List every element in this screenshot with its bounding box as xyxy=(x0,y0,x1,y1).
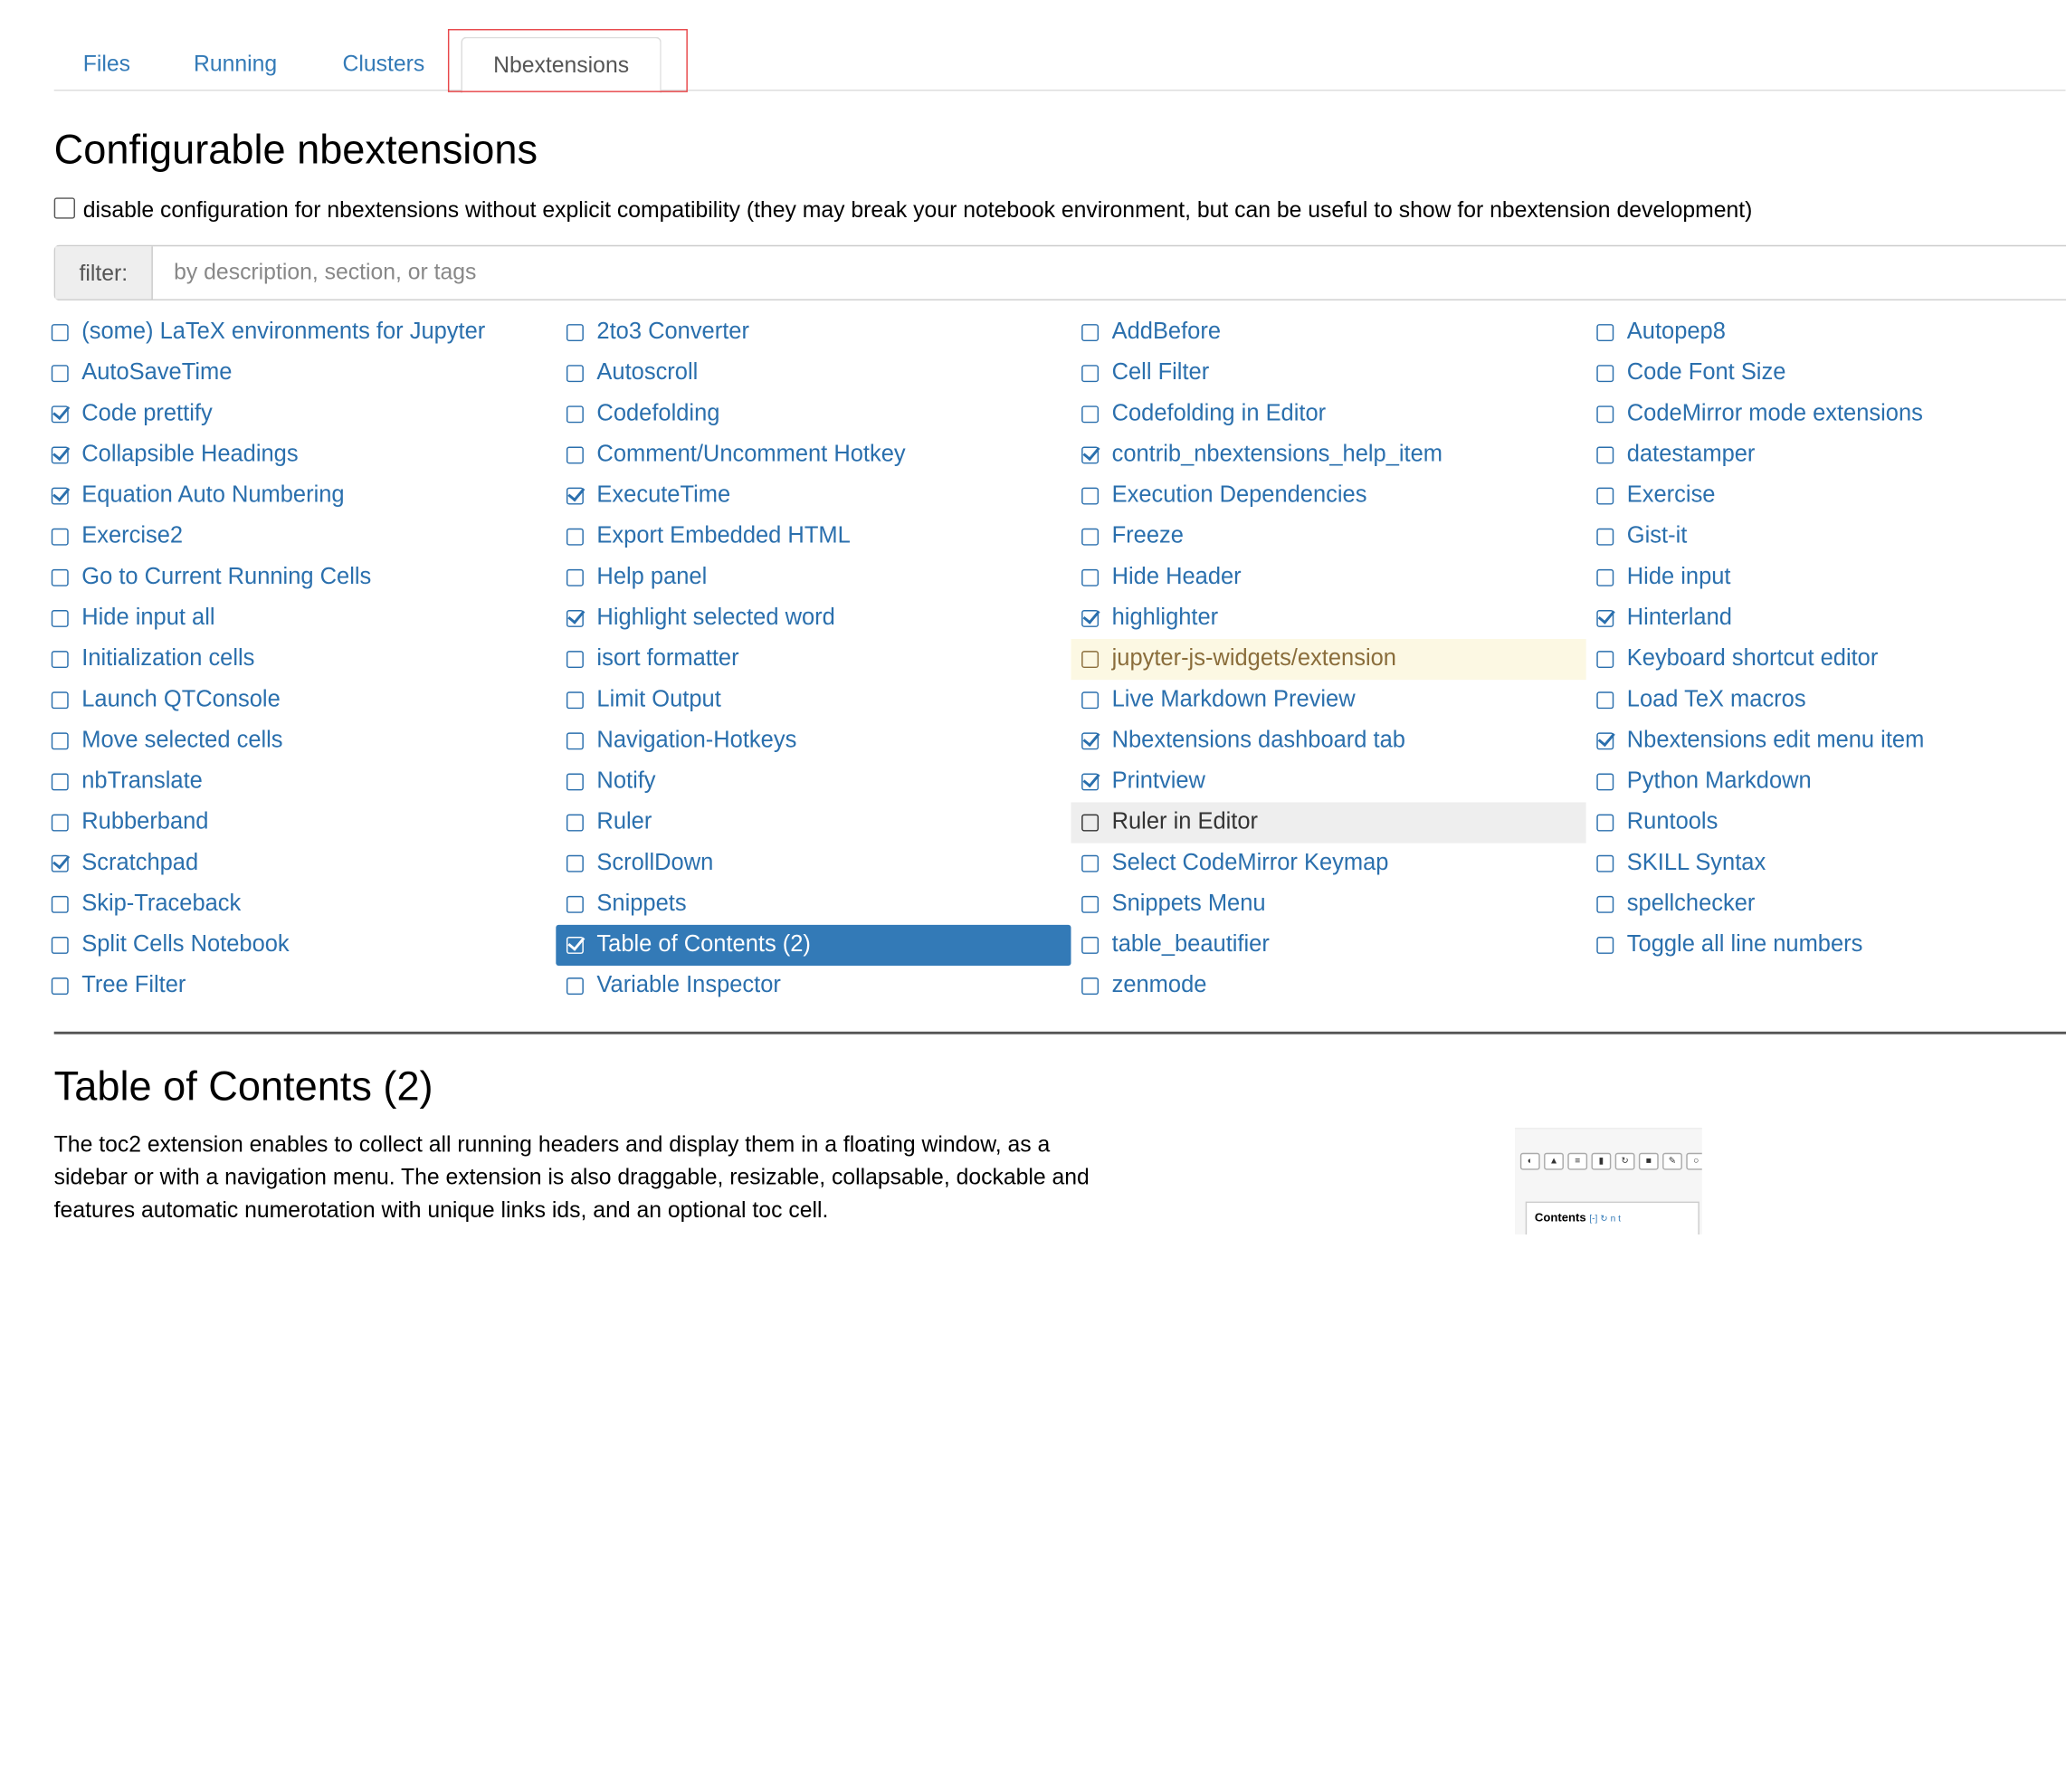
nbextension-item[interactable] xyxy=(41,844,556,884)
nbextension-item[interactable] xyxy=(556,558,1071,598)
nbextension-item[interactable] xyxy=(1586,680,2066,720)
nbextension-label: Collapsible Headings xyxy=(81,440,299,467)
filter-input[interactable] xyxy=(153,246,2018,299)
nbextension-item[interactable] xyxy=(41,394,556,434)
nbextension-label: 2to3 Converter xyxy=(596,317,749,344)
unchecked-icon[interactable] xyxy=(1596,691,1614,709)
unchecked-icon[interactable] xyxy=(566,405,584,423)
nbextension-label: Highlight selected word xyxy=(596,603,835,630)
nbextension-item[interactable] xyxy=(41,558,556,598)
checked-icon[interactable] xyxy=(1596,610,1614,627)
nbextension-item[interactable] xyxy=(41,639,556,680)
unchecked-icon[interactable] xyxy=(1081,405,1099,423)
unchecked-icon[interactable] xyxy=(566,446,584,463)
nbextension-label: Snippets xyxy=(596,889,687,916)
tab-highlight-box xyxy=(448,29,688,92)
compat-checkbox[interactable] xyxy=(54,197,75,218)
unchecked-icon[interactable] xyxy=(1081,365,1099,382)
nbextension-item[interactable] xyxy=(1586,517,2066,558)
nbextension-item[interactable] xyxy=(41,434,556,475)
nbextension-label: Keyboard shortcut editor xyxy=(1626,643,1879,671)
nbextension-label: Hide input xyxy=(1626,562,1731,589)
nbextension-label: Code Font Size xyxy=(1626,357,1786,386)
unchecked-icon[interactable] xyxy=(1081,324,1099,341)
nbextension-item[interactable] xyxy=(1071,312,1585,353)
nbextension-label: Skip-Traceback xyxy=(81,889,242,916)
thumb-tool-icon: ◐ xyxy=(1520,1153,1540,1170)
unchecked-icon[interactable] xyxy=(1596,405,1614,423)
nbextension-label: Initialization cells xyxy=(81,643,255,671)
tab-running[interactable]: Running xyxy=(193,51,278,77)
checked-icon[interactable] xyxy=(1081,773,1099,790)
checked-icon[interactable] xyxy=(1081,446,1099,463)
unchecked-icon[interactable] xyxy=(52,977,69,995)
unchecked-icon[interactable] xyxy=(1596,773,1614,790)
checked-icon[interactable] xyxy=(1081,732,1099,749)
detail-description: The toc2 extension enables to collect all running headers and display them in a floating window, as a sidebar or with a navigation menu. The extension is also draggable, resizable, collapsable, dockable and features automatic numerotation with unique links ids, and an optional toc cell. xyxy=(53,1131,1090,1223)
nbextension-label: Help panel xyxy=(596,562,708,589)
nbextension-item[interactable] xyxy=(1071,476,1585,517)
nbextension-label: contrib_nbextensions_help_item xyxy=(1111,440,1442,467)
unchecked-icon[interactable] xyxy=(1596,529,1614,546)
nbextension-label: Execution Dependencies xyxy=(1111,481,1367,508)
nbextension-item[interactable] xyxy=(1071,803,1585,844)
nbextension-item[interactable] xyxy=(1071,925,1585,966)
thumb-tool-icon: ▲ xyxy=(1544,1153,1564,1170)
nbextension-item[interactable] xyxy=(1071,680,1585,720)
unchecked-icon[interactable] xyxy=(566,732,584,749)
unchecked-icon[interactable] xyxy=(1081,529,1099,546)
filter-group xyxy=(54,245,2066,300)
nbextension-label: Split Cells Notebook xyxy=(81,929,290,957)
nbextension-label: SKILL Syntax xyxy=(1626,848,1766,875)
unchecked-icon[interactable] xyxy=(1596,324,1614,341)
unchecked-icon[interactable] xyxy=(566,855,584,872)
nbextension-item[interactable] xyxy=(1071,598,1585,639)
unchecked-icon[interactable] xyxy=(1081,896,1099,913)
nbextension-item[interactable] xyxy=(1586,844,2066,884)
thumb-tool-icon: ✎ xyxy=(1662,1153,1682,1170)
unchecked-icon[interactable] xyxy=(52,691,69,709)
nbextension-label: jupyter-js-widgets/extension xyxy=(1111,643,1396,671)
nbextension-item[interactable] xyxy=(1071,720,1585,761)
nbextension-label: AutoSaveTime xyxy=(81,357,233,386)
nbextension-item[interactable] xyxy=(1071,761,1585,802)
unchecked-icon[interactable] xyxy=(566,651,584,668)
unchecked-icon[interactable] xyxy=(1081,815,1099,832)
nbextension-item[interactable] xyxy=(556,925,1071,966)
nbextension-item[interactable] xyxy=(556,517,1071,558)
nbextension-item[interactable] xyxy=(556,761,1071,802)
nbextension-label: Move selected cells xyxy=(81,726,283,753)
nbextension-label: AddBefore xyxy=(1111,317,1222,344)
unchecked-icon[interactable] xyxy=(1081,488,1099,505)
nbextension-label: Export Embedded HTML xyxy=(596,521,851,548)
tab-clusters[interactable]: Clusters xyxy=(342,51,425,77)
filter-label: filter: xyxy=(55,246,153,299)
checked-icon[interactable] xyxy=(52,405,69,423)
thumb-panel-title: Contents xyxy=(1534,1210,1586,1225)
nbextension-item[interactable] xyxy=(1586,598,2066,639)
nbextension-item[interactable] xyxy=(1071,639,1585,680)
unchecked-icon[interactable] xyxy=(566,977,584,995)
nbextension-item[interactable] xyxy=(41,353,556,394)
nbextension-item[interactable] xyxy=(1071,884,1585,925)
nbextension-label: Scratchpad xyxy=(81,848,199,875)
compat-label: disable configuration for nbextensions without explicit compatibility (they may break your notebook environment, but can be useful to show for nbextension development) xyxy=(82,197,1753,224)
nbextension-label: highlighter xyxy=(1111,603,1219,630)
nbextension-item[interactable] xyxy=(41,761,556,802)
nbextension-item[interactable] xyxy=(41,803,556,844)
nbextension-item[interactable] xyxy=(556,720,1071,761)
tab-files[interactable]: Files xyxy=(82,51,130,77)
tab-nbextensions[interactable]: Nbextensions xyxy=(461,37,661,94)
nbextension-item[interactable] xyxy=(556,394,1071,434)
nbextension-label: Ruler xyxy=(596,807,652,834)
nbextension-item[interactable] xyxy=(1586,312,2066,353)
nbextension-label: zenmode xyxy=(1111,970,1207,997)
unchecked-icon[interactable] xyxy=(1596,569,1614,586)
checked-icon[interactable] xyxy=(1081,610,1099,627)
nbextension-label: (some) LaTeX environments for Jupyter xyxy=(81,317,486,344)
unchecked-icon[interactable] xyxy=(1596,815,1614,832)
nbextension-label: Toggle all line numbers xyxy=(1626,929,1863,957)
nbextension-item[interactable] xyxy=(556,884,1071,925)
unchecked-icon[interactable] xyxy=(566,569,584,586)
nbextension-item[interactable] xyxy=(556,680,1071,720)
dashboard-tabs xyxy=(54,32,2066,91)
nbextension-item[interactable] xyxy=(556,844,1071,884)
nbextension-label: CodeMirror mode extensions xyxy=(1626,399,1923,426)
nbextension-item[interactable] xyxy=(1586,434,2066,475)
unchecked-icon[interactable] xyxy=(52,937,69,954)
page-title: Configurable nbextensions xyxy=(53,126,538,173)
thumb-tool-icon: ≡ xyxy=(1567,1153,1587,1170)
nbextension-item[interactable] xyxy=(556,353,1071,394)
nbextension-item[interactable] xyxy=(1586,353,2066,394)
nbextension-item[interactable] xyxy=(1586,639,2066,680)
unchecked-icon[interactable] xyxy=(52,773,69,790)
nbextension-label: Cell Filter xyxy=(1111,357,1210,386)
checked-icon[interactable] xyxy=(52,855,69,872)
nbextension-item[interactable] xyxy=(41,517,556,558)
nbextension-item[interactable] xyxy=(556,639,1071,680)
detail-title: Table of Contents (2) xyxy=(53,1063,433,1110)
nbextension-label: Live Markdown Preview xyxy=(1111,684,1356,712)
thumb-panel-links: [-] ↻ n t xyxy=(1589,1215,1621,1225)
checked-icon[interactable] xyxy=(566,610,584,627)
nbextension-item[interactable] xyxy=(556,598,1071,639)
thumb-tool-icon: ↻ xyxy=(1615,1153,1635,1170)
nbextension-label: Python Markdown xyxy=(1626,767,1812,794)
nbextension-label: Go to Current Running Cells xyxy=(81,562,372,589)
thumb-toc-panel xyxy=(1526,1202,1699,1234)
unchecked-icon[interactable] xyxy=(566,773,584,790)
unchecked-icon[interactable] xyxy=(52,529,69,546)
nbextension-label: isort formatter xyxy=(596,643,739,671)
checked-icon[interactable] xyxy=(52,446,69,463)
unchecked-icon[interactable] xyxy=(52,324,69,341)
nbextension-label: Codefolding xyxy=(596,399,720,426)
checked-icon[interactable] xyxy=(52,488,69,505)
section-divider xyxy=(54,1032,2066,1034)
nbextension-item[interactable] xyxy=(556,434,1071,475)
nbextension-label: Load TeX macros xyxy=(1626,684,1806,712)
unchecked-icon[interactable] xyxy=(566,691,584,709)
checked-icon[interactable] xyxy=(566,937,584,954)
nbextension-item[interactable] xyxy=(556,476,1071,517)
nbextension-item[interactable] xyxy=(556,312,1071,353)
nbextension-label: Ruler in Editor xyxy=(1111,807,1259,834)
nbextension-label: nbTranslate xyxy=(81,767,203,794)
nbextension-item[interactable] xyxy=(1586,558,2066,598)
unchecked-icon[interactable] xyxy=(52,365,69,382)
nbextension-item[interactable] xyxy=(1071,517,1585,558)
unchecked-icon[interactable] xyxy=(52,896,69,913)
unchecked-icon[interactable] xyxy=(1081,855,1099,872)
thumb-tool-icon: ▮ xyxy=(1591,1153,1611,1170)
nbextension-item[interactable] xyxy=(556,966,1071,1006)
nbextension-label: Table of Contents (2) xyxy=(596,929,811,957)
nbextension-label: Gist-it xyxy=(1626,521,1688,548)
unchecked-icon[interactable] xyxy=(1596,446,1614,463)
nbextension-item[interactable] xyxy=(1586,925,2066,966)
nbextension-label: Equation Auto Numbering xyxy=(81,481,345,508)
nbextension-item[interactable] xyxy=(1586,761,2066,802)
unchecked-icon[interactable] xyxy=(1081,937,1099,954)
nbextension-label: Autopep8 xyxy=(1626,317,1726,344)
nbextension-item[interactable] xyxy=(1071,558,1585,598)
unchecked-icon[interactable] xyxy=(566,529,584,546)
nbextension-item[interactable] xyxy=(1071,353,1585,394)
thumb-toolbar xyxy=(1515,1153,1702,1174)
nbextension-item[interactable] xyxy=(41,312,556,353)
unchecked-icon[interactable] xyxy=(52,569,69,586)
nbextension-item[interactable] xyxy=(1071,394,1585,434)
nbextension-label: Notify xyxy=(596,767,656,794)
compat-toggle[interactable] xyxy=(54,197,1753,224)
thumb-tool-icon: ○ xyxy=(1686,1153,1701,1170)
checked-icon[interactable] xyxy=(1596,732,1614,749)
nbextension-label: ExecuteTime xyxy=(596,481,731,508)
unchecked-icon[interactable] xyxy=(1081,977,1099,995)
unchecked-icon[interactable] xyxy=(1596,488,1614,505)
nbextension-label: Rubberband xyxy=(81,807,209,834)
unchecked-icon[interactable] xyxy=(52,732,69,749)
unchecked-icon[interactable] xyxy=(566,815,584,832)
detail-screenshot xyxy=(1515,1128,1702,1234)
unchecked-icon[interactable] xyxy=(52,610,69,627)
nbextension-item[interactable] xyxy=(41,884,556,925)
nbextension-label: Nbextensions edit menu item xyxy=(1626,726,1925,753)
unchecked-icon[interactable] xyxy=(1596,365,1614,382)
unchecked-icon[interactable] xyxy=(1081,691,1099,709)
nbextension-item[interactable] xyxy=(1071,966,1585,1006)
nbextension-item[interactable] xyxy=(1586,884,2066,925)
nbextension-label: Freeze xyxy=(1111,521,1184,548)
nbextension-label: Codefolding in Editor xyxy=(1111,399,1327,426)
nbextension-label: Exercise2 xyxy=(81,521,184,548)
unchecked-icon[interactable] xyxy=(1081,569,1099,586)
nbextension-label: Launch QTConsole xyxy=(81,684,281,712)
nbextension-label: Exercise xyxy=(1626,481,1716,508)
nbextension-label: Tree Filter xyxy=(81,970,186,997)
checked-icon[interactable] xyxy=(566,488,584,505)
nbextension-label: Limit Output xyxy=(596,684,721,712)
nbextension-label: ScrollDown xyxy=(596,848,714,875)
unchecked-icon[interactable] xyxy=(1596,855,1614,872)
unchecked-icon[interactable] xyxy=(1081,651,1099,668)
nbextension-item[interactable] xyxy=(1586,394,2066,434)
unchecked-icon[interactable] xyxy=(1596,651,1614,668)
unchecked-icon[interactable] xyxy=(566,365,584,382)
nbextension-label: Nbextensions dashboard tab xyxy=(1111,726,1405,753)
nbextension-label: Hide Header xyxy=(1111,562,1242,589)
nbextension-label: Navigation-Hotkeys xyxy=(596,726,797,753)
nbextension-item[interactable] xyxy=(1586,476,2066,517)
nbextension-label: Runtools xyxy=(1626,807,1718,834)
nbextension-item[interactable] xyxy=(1071,434,1585,475)
nbextension-item[interactable] xyxy=(1071,844,1585,884)
nbextension-item[interactable] xyxy=(41,925,556,966)
nbextension-label: datestamper xyxy=(1626,440,1756,467)
nbextension-item[interactable] xyxy=(41,476,556,517)
unchecked-icon[interactable] xyxy=(1596,896,1614,913)
nbextension-label: Hide input all xyxy=(81,603,215,630)
unchecked-icon[interactable] xyxy=(566,324,584,341)
unchecked-icon[interactable] xyxy=(52,651,69,668)
nbextension-item[interactable] xyxy=(41,966,556,1006)
nbextension-label: Hinterland xyxy=(1626,603,1732,630)
nbextension-label: Autoscroll xyxy=(596,357,699,386)
nbextension-item[interactable] xyxy=(1586,720,2066,761)
nbextension-label: Code prettify xyxy=(81,399,213,426)
thumb-tool-icon: ■ xyxy=(1639,1153,1659,1170)
nbextension-label: table_beautifier xyxy=(1111,929,1270,957)
unchecked-icon[interactable] xyxy=(566,896,584,913)
nbextension-item[interactable] xyxy=(41,680,556,720)
nbextension-item[interactable] xyxy=(41,720,556,761)
nbextension-label: Printview xyxy=(1111,767,1205,794)
unchecked-icon[interactable] xyxy=(52,815,69,832)
nbextension-item[interactable] xyxy=(1586,803,2066,844)
nbextension-label: Variable Inspector xyxy=(596,970,781,997)
nbextension-label: spellchecker xyxy=(1626,889,1756,916)
nbextension-label: Comment/Uncomment Hotkey xyxy=(596,440,906,467)
nbextension-label: Select CodeMirror Keymap xyxy=(1111,848,1389,875)
nbextension-item[interactable] xyxy=(556,803,1071,844)
unchecked-icon[interactable] xyxy=(1596,937,1614,954)
nbextension-item[interactable] xyxy=(41,598,556,639)
nbextension-label: Snippets Menu xyxy=(1111,889,1266,916)
